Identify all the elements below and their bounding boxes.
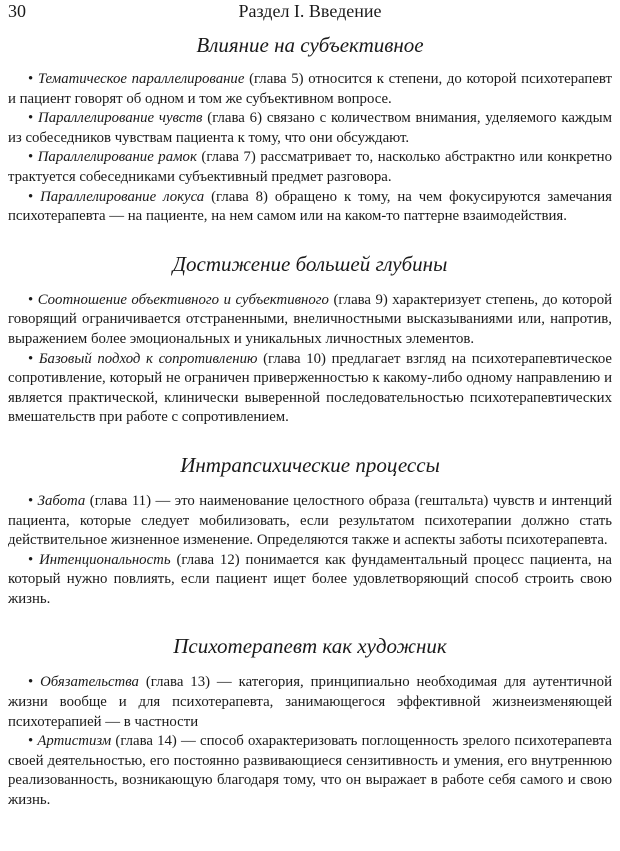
item-text: (глава 12) понимается как фундаментальный процесс пациента, на который нужно повлиять, если пациент ищет более удовлетворяющий способ строить свою жизнь. xyxy=(8,551,612,607)
section-heading: Психотерапевт как художник xyxy=(173,634,447,659)
item-text: (глава 7) рассматривает то, насколько абстрактно или конкретно трактуется собеседниками субъективный предмет разговора. xyxy=(8,149,612,185)
bullet-mark: • xyxy=(28,492,34,509)
bullet-mark: • xyxy=(28,149,34,166)
bullet-mark: • xyxy=(28,733,34,750)
item-term: Параллелирование рамок xyxy=(37,149,197,166)
item-term: Интенциональность xyxy=(39,551,171,568)
list-item xyxy=(8,492,612,551)
list-item xyxy=(8,732,612,810)
item-text: (глава 14) — способ охарактеризовать поглощенность зрелого психотерапевта своей деятельностью, его постоянно развивающиеся сензитивность и умения, его внутреннюю реализованность, возникающую благодаря тому, что он выражает в работе себя самого и свою жизнь. xyxy=(8,733,612,809)
bullet-mark: • xyxy=(28,291,34,308)
page-number: 30 xyxy=(8,1,26,21)
item-term: Параллелирование чувств xyxy=(38,110,203,127)
bullet-mark: • xyxy=(28,551,34,568)
list-item xyxy=(8,350,612,428)
list-item xyxy=(8,551,612,610)
item-text: (глава 10) предлагает взгляд на психотерапевтическое сопротивление, который не ограничен приверженностью к какому-либо одному направлению и является практической, клинически выверенной последовательностью психотерапевтических вмешательств при работе с сопротивлением. xyxy=(8,350,612,426)
running-head xyxy=(8,0,612,26)
section-heading: Интрапсихические процессы xyxy=(180,452,440,477)
bullet-mark: • xyxy=(28,110,34,127)
item-term: Обязательства xyxy=(40,674,139,691)
item-term: Соотношение объективного и субъективного xyxy=(37,291,329,308)
item-text: (глава 6) связано с количеством внимания, уделяемого каждым из собеседников чувствам пациента к тому, что они обсуждают. xyxy=(8,110,612,146)
list-item xyxy=(8,673,612,732)
list-item xyxy=(8,109,612,148)
item-text: (глава 11) — это наименование целостного образа (гештальта) чувств и интенций пациента, которые следует мобилизовать, если результатом психотерапии должно стать действительное жизненное изменение. Определяются также и аспекты заботы психотерапевта. xyxy=(8,492,612,549)
list-item xyxy=(8,188,612,227)
item-term: Параллелирование локуса xyxy=(40,188,205,205)
list-item xyxy=(8,291,612,350)
book-page xyxy=(8,0,612,811)
item-text: (глава 9) характеризует степень, до которой говорящий ограничивается отстраненными, внеличностными высказываниями или, напротив, выражением более эмоциональных и уникальных личностных элементов. xyxy=(8,291,613,347)
bullet-mark: • xyxy=(28,674,34,691)
item-text: (глава 13) — категория, принципиально необходимая для аутентичной жизни вообще и для психотерапевта, занимающегося эффективной жизнеизменяющей психотерапией — в частности xyxy=(8,674,612,730)
item-term: Артистизм xyxy=(37,733,112,750)
item-term: Забота xyxy=(37,492,86,509)
item-term: Базовый подход к сопротивлению xyxy=(38,350,258,367)
section-heading: Влияние на субъективное xyxy=(196,33,424,57)
item-text: (глава 8) обращено к тому, на чем фокусируются замечания психотерапевта — на пациенте, на нем самом или на каком-то паттерне взаимодействия. xyxy=(8,188,612,225)
item-term: Тематическое параллелирование xyxy=(37,71,245,87)
section-heading: Достижение большей глубины xyxy=(172,251,448,276)
item-text: (глава 5) относится к степени, до которой психотерапевт и пациент говорят об одном и том же субъективном вопросе. xyxy=(8,71,612,107)
list-item xyxy=(8,148,612,187)
bullet-mark: • xyxy=(28,71,34,87)
running-section-title: Раздел I. Введение xyxy=(238,1,382,21)
list-item xyxy=(8,70,612,109)
bullet-mark: • xyxy=(28,350,34,367)
bullet-mark: • xyxy=(28,188,34,205)
